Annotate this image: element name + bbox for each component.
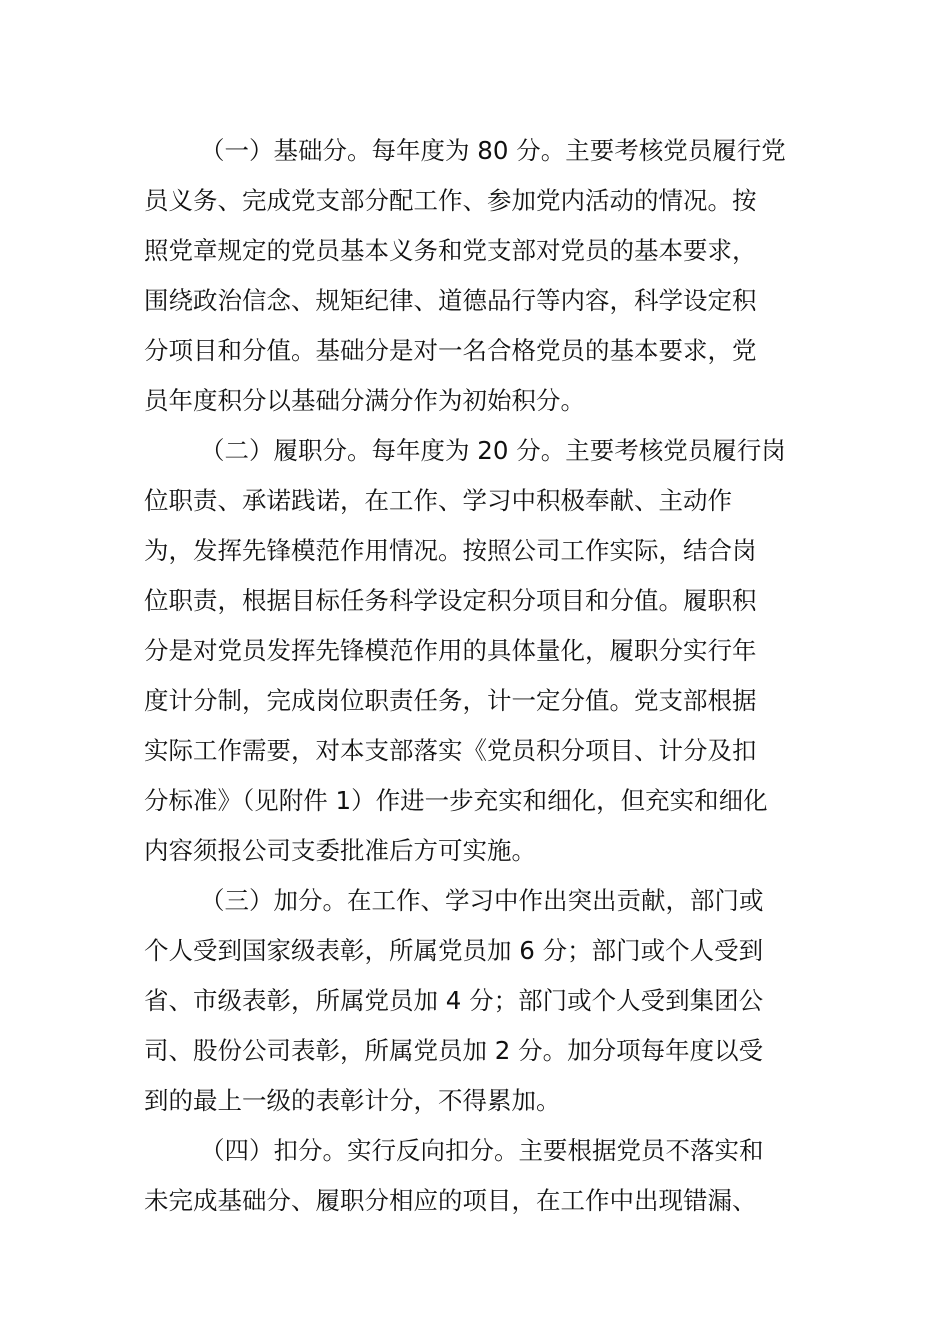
paragraph-duty-score <box>144 426 816 876</box>
paragraph-deduction-score <box>144 1126 816 1226</box>
text-line: 为，发挥先锋模范作用情况。按照公司工作实际，结合岗 <box>144 536 757 565</box>
text-line: 位职责，根据目标任务科学设定积分项目和分值。履职积 <box>144 586 757 615</box>
text-line: 照党章规定的党员基本义务和党支部对党员的基本要求， <box>144 236 757 265</box>
paragraph-basic-score <box>144 126 816 426</box>
text-line: 分标准》（见附件 1）作进一步充实和细化，但充实和细化 <box>144 786 768 815</box>
text-line: 司、股份公司表彰，所属党员加 2 分。加分项每年度以受 <box>144 1036 764 1065</box>
text-line: 位职责、承诺践诺，在工作、学习中积极奉献、主动作 <box>144 486 732 515</box>
text-line: 实际工作需要，对本支部落实《党员积分项目、计分及扣 <box>144 736 757 765</box>
text-line: 围绕政治信念、规矩纪律、道德品行等内容，科学设定积 <box>144 286 757 315</box>
text-line: 到的最上一级的表彰计分，不得累加。 <box>144 1086 561 1115</box>
text-line: 个人受到国家级表彰，所属党员加 6 分；部门或个人受到 <box>144 936 764 965</box>
text-line: （一）基础分。每年度为 80 分。主要考核党员履行党 <box>200 136 786 165</box>
text-line: （四）扣分。实行反向扣分。主要根据党员不落实和 <box>200 1136 764 1165</box>
document-body <box>144 126 816 1226</box>
text-line: 内容须报公司支委批准后方可实施。 <box>144 836 536 865</box>
paragraph-bonus-score <box>144 876 816 1126</box>
text-line: 分项目和分值。基础分是对一名合格党员的基本要求，党 <box>144 336 757 365</box>
text-line: 员义务、完成党支部分配工作、参加党内活动的情况。按 <box>144 186 757 215</box>
text-line: （二）履职分。每年度为 20 分。主要考核党员履行岗 <box>200 436 786 465</box>
text-line: 分是对党员发挥先锋模范作用的具体量化，履职分实行年 <box>144 636 757 665</box>
text-line: 省、市级表彰，所属党员加 4 分；部门或个人受到集团公 <box>144 986 764 1015</box>
text-line: 未完成基础分、履职分相应的项目，在工作中出现错漏、 <box>144 1186 757 1215</box>
text-line: 员年度积分以基础分满分作为初始积分。 <box>144 386 585 415</box>
text-line: 度计分制，完成岗位职责任务，计一定分值。党支部根据 <box>144 686 757 715</box>
text-line: （三）加分。在工作、学习中作出突出贡献，部门或 <box>200 886 764 915</box>
